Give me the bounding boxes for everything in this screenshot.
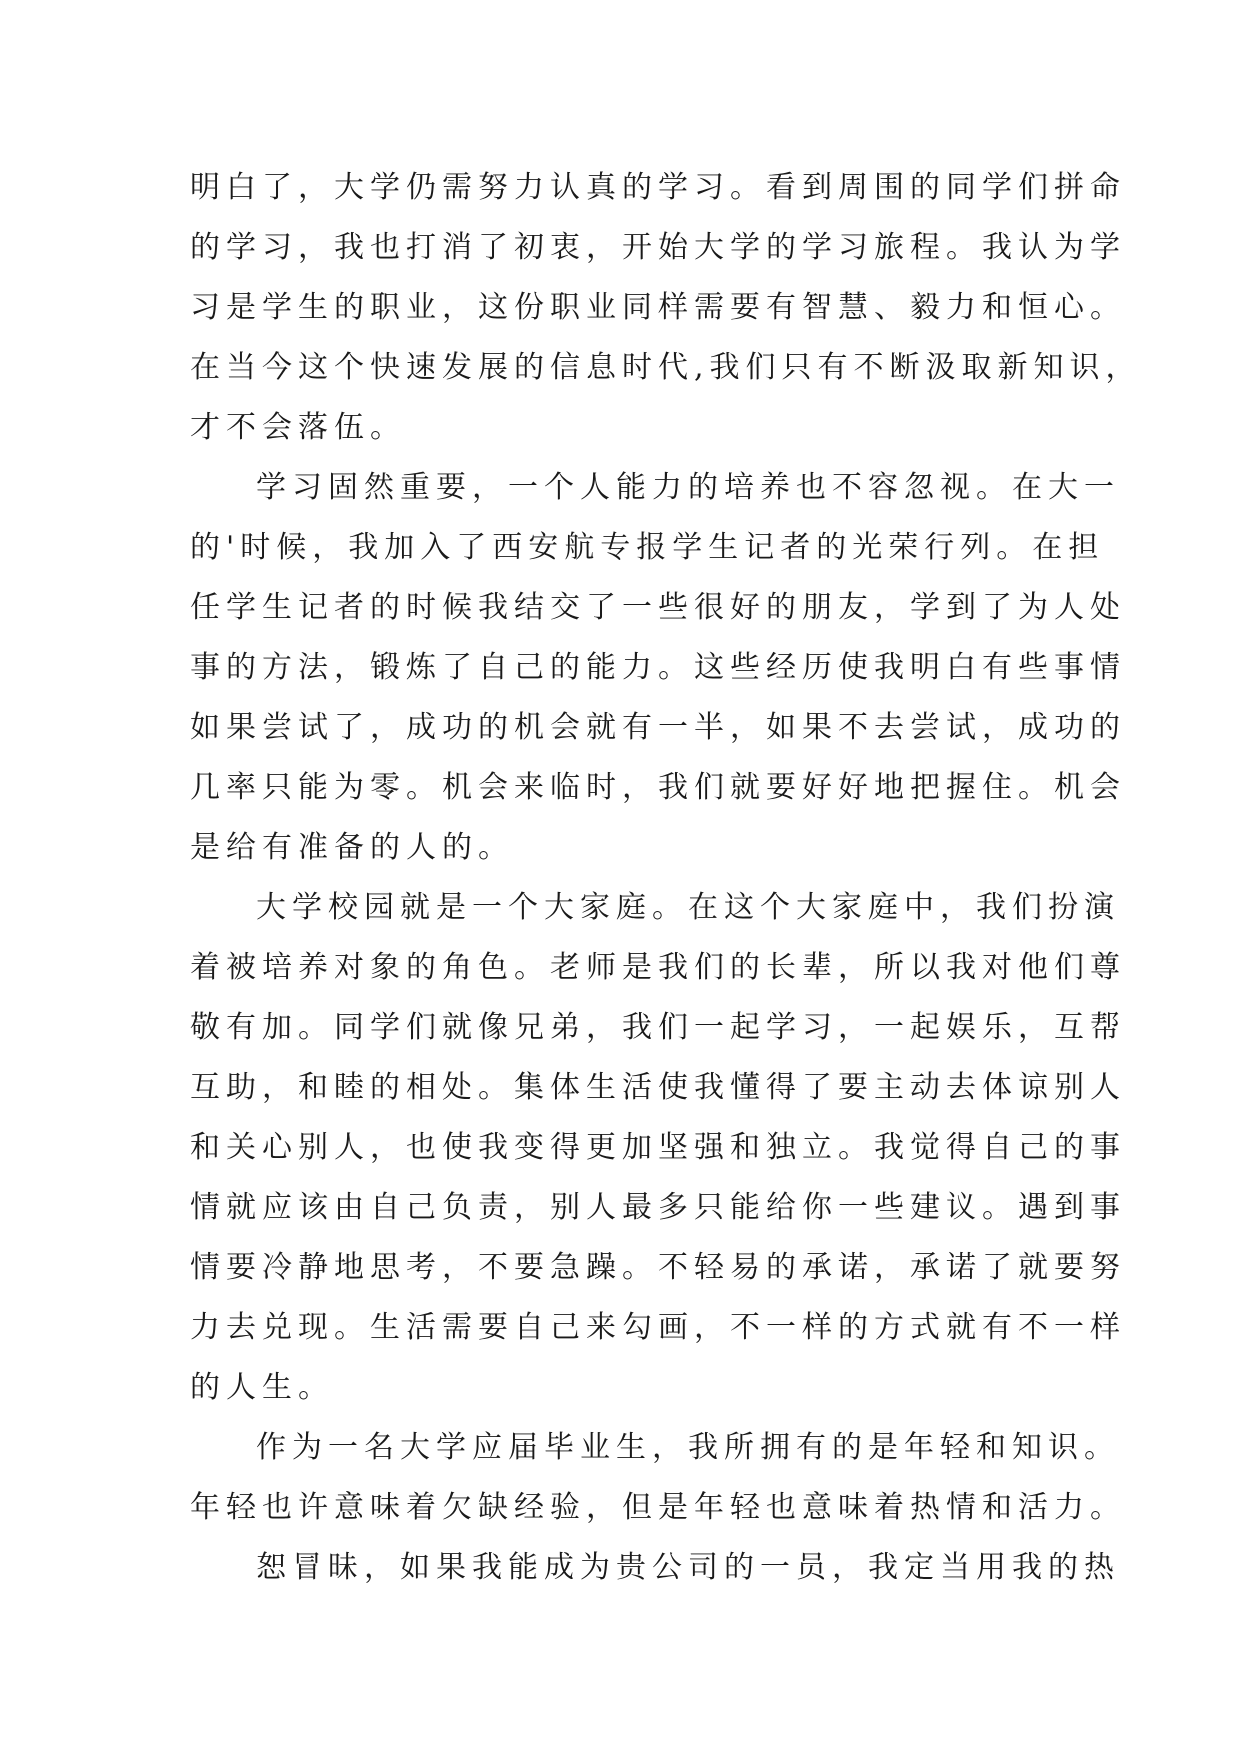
text-line-15: 敬有加。同学们就像兄弟，我们一起学习，一起娱乐，互帮	[190, 1010, 1126, 1045]
text-line-5: 才不会落伍。	[190, 410, 406, 445]
text-line-13: 大学校园就是一个大家庭。在这个大家庭中，我们扮演	[256, 890, 1120, 925]
text-line-16: 互助，和睦的相处。集体生活使我懂得了要主动去体谅别人	[190, 1070, 1126, 1105]
text-line-7: 的'时候，我加入了西安航专报学生记者的光荣行列。在担	[190, 530, 1105, 565]
text-line-3: 习是学生的职业，这份职业同样需要有智慧、毅力和恒心。	[190, 290, 1126, 325]
text-line-9: 事的方法，锻炼了自己的能力。这些经历使我明白有些事情	[190, 650, 1126, 685]
text-line-10: 如果尝试了，成功的机会就有一半，如果不去尝试，成功的	[190, 710, 1126, 745]
text-line-17: 和关心别人，也使我变得更加坚强和独立。我觉得自己的事	[190, 1130, 1126, 1165]
text-line-12: 是给有准备的人的。	[190, 830, 514, 865]
text-line-11: 几率只能为零。机会来临时，我们就要好好地把握住。机会	[190, 770, 1126, 805]
text-line-24: 恕冒昧，如果我能成为贵公司的一员，我定当用我的热	[256, 1550, 1120, 1585]
text-line-18: 情就应该由自己负责，别人最多只能给你一些建议。遇到事	[190, 1190, 1126, 1225]
text-line-2: 的学习，我也打消了初衷，开始大学的学习旅程。我认为学	[190, 230, 1126, 265]
text-line-14: 着被培养对象的角色。老师是我们的长辈，所以我对他们尊	[190, 950, 1126, 985]
text-line-4: 在当今这个快速发展的信息时代,我们只有不断汲取新知识，	[190, 350, 1142, 385]
text-line-22: 作为一名大学应届毕业生，我所拥有的是年轻和知识。	[256, 1430, 1120, 1465]
text-line-8: 任学生记者的时候我结交了一些很好的朋友，学到了为人处	[190, 590, 1126, 625]
text-line-1: 明白了，大学仍需努力认真的学习。看到周围的同学们拼命	[190, 170, 1126, 205]
text-line-21: 的人生。	[190, 1370, 334, 1405]
text-line-23: 年轻也许意味着欠缺经验，但是年轻也意味着热情和活力。	[190, 1490, 1126, 1525]
text-line-6: 学习固然重要，一个人能力的培养也不容忽视。在大一	[256, 470, 1120, 505]
letter-body	[190, 158, 1142, 1598]
text-line-19: 情要冷静地思考，不要急躁。不轻易的承诺，承诺了就要努	[190, 1250, 1126, 1285]
text-line-20: 力去兑现。生活需要自己来勾画，不一样的方式就有不一样	[190, 1310, 1126, 1345]
